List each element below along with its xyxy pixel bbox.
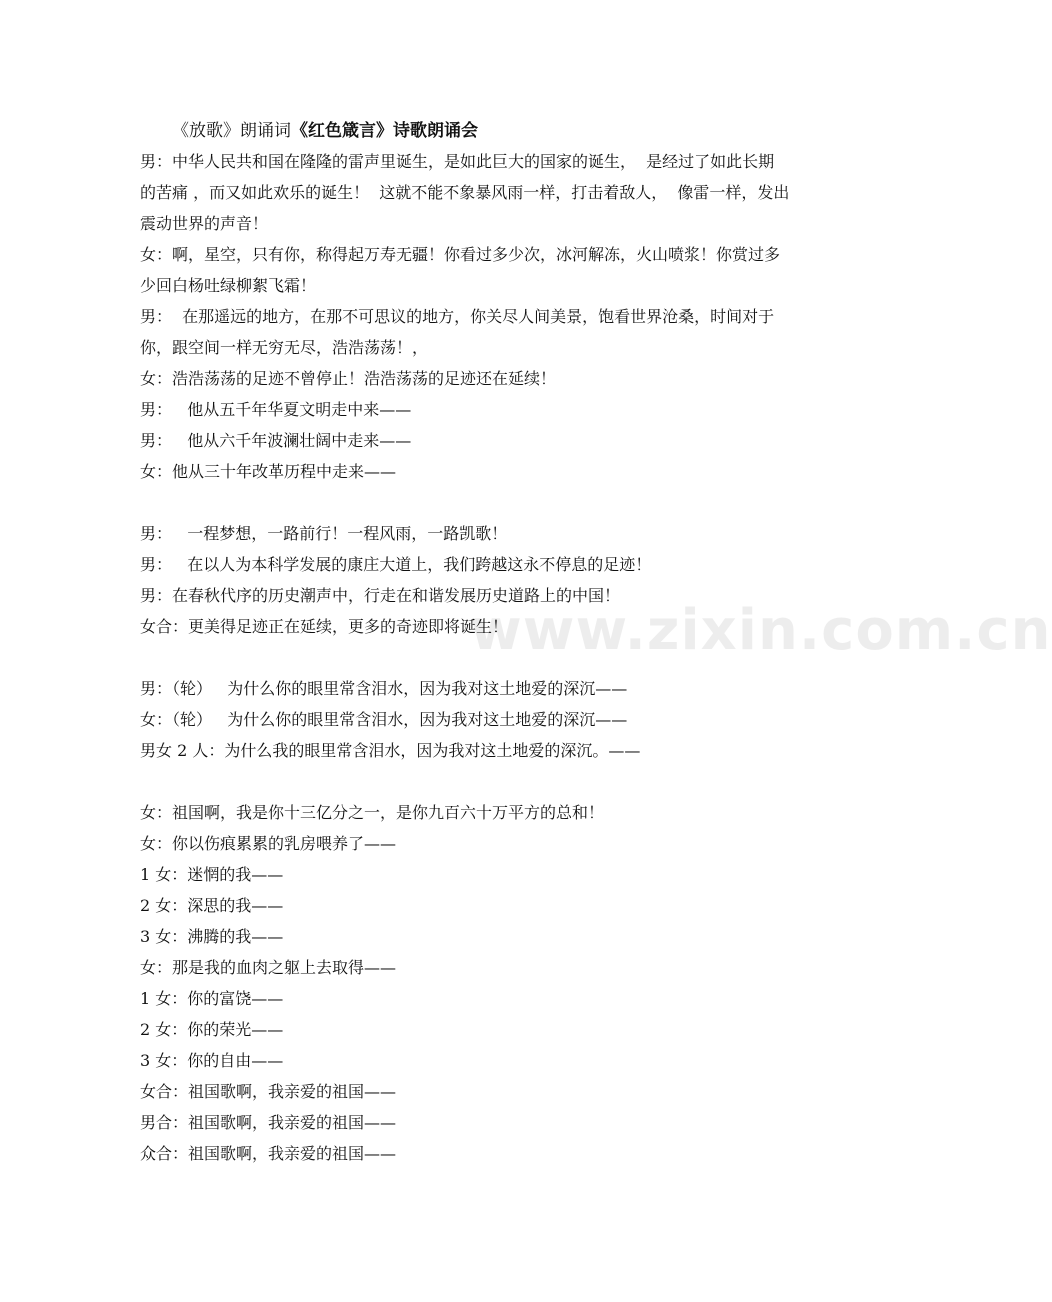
title-bold: 《红色箴言》诗歌朗诵会 xyxy=(291,121,478,141)
poem-line: 男： 一程梦想，一路前行！一程风雨，一路凯歌！ xyxy=(140,524,508,543)
poem-line: 1 女：迷惘的我—— xyxy=(140,865,284,884)
blank-line xyxy=(140,642,790,673)
title-normal: 《放歌》朗诵词 xyxy=(172,121,291,141)
poem-line: 男合：祖国歌啊，我亲爱的祖国—— xyxy=(140,1113,397,1132)
poem-line: 1 女：你的富饶—— xyxy=(140,989,284,1008)
poem-line: 女合：更美得足迹正在延续，更多的奇迹即将诞生！ xyxy=(140,617,509,636)
poem-line: 女：祖国啊，我是你十三亿分之一，是你九百六十万平方的总和！ xyxy=(140,803,605,822)
poem-line: 男女 2 人：为什么我的眼里常含泪水，因为我对这土地爱的深沉。—— xyxy=(140,741,641,760)
poem-line: 2 女：你的荣光—— xyxy=(140,1020,284,1039)
poem-line: 女：那是我的血肉之躯上去取得—— xyxy=(140,958,397,977)
poem-line: 2 女：深思的我—— xyxy=(140,896,284,915)
watermark: www.zixin.com.cn xyxy=(470,598,1052,663)
poem-line: 男： 在那遥远的地方，在那不可思议的地方，你关尽人间美景，饱看世界沧桑，时间对于你，跟空间一样无穷无尽，浩浩荡荡！， xyxy=(140,307,775,357)
poem-line: 女：你以伤痕累累的乳房喂养了—— xyxy=(140,834,397,853)
document-body xyxy=(140,146,790,1169)
poem-line: 女：他从三十年改革历程中走来—— xyxy=(140,462,397,481)
document-title xyxy=(172,118,478,144)
poem-line: 男：（轮） 为什么你的眼里常含泪水，因为我对这土地爱的深沉—— xyxy=(140,679,628,698)
blank-line xyxy=(140,487,790,518)
poem-line: 女合：祖国歌啊，我亲爱的祖国—— xyxy=(140,1082,397,1101)
blank-line xyxy=(140,766,790,797)
poem-line: 3 女：沸腾的我—— xyxy=(140,927,284,946)
poem-line: 女：浩浩荡荡的足迹不曾停止！浩浩荡荡的足迹还在延续！ xyxy=(140,369,557,388)
poem-line: 众合：祖国歌啊，我亲爱的祖国—— xyxy=(140,1144,397,1163)
poem-line: 男：在春秋代序的历史潮声中，行走在和谐发展历史道路上的中国！ xyxy=(140,586,621,605)
poem-line: 女：啊，星空，只有你，称得起万寿无疆！你看过多少次，冰河解冻，火山喷浆！你赏过多少回白杨吐绿柳絮飞霜！ xyxy=(140,245,781,295)
poem-line: 男： 在以人为本科学发展的康庄大道上，我们跨越这永不停息的足迹！ xyxy=(140,555,652,574)
poem-line: 男： 他从五千年华夏文明走中来—— xyxy=(140,400,412,419)
poem-line: 3 女：你的自由—— xyxy=(140,1051,284,1070)
poem-line: 男：中华人民共和国在隆隆的雷声里诞生，是如此巨大的国家的诞生， 是经过了如此长期的苦痛 ，而又如此欢乐的诞生！ 这就不能不象暴风雨一样，打击着敌人， 像雷一样，发出震动世界的声音！ xyxy=(140,152,790,233)
poem-line: 男： 他从六千年波澜壮阔中走来—— xyxy=(140,431,412,450)
poem-line: 女：（轮） 为什么你的眼里常含泪水，因为我对这土地爱的深沉—— xyxy=(140,710,628,729)
